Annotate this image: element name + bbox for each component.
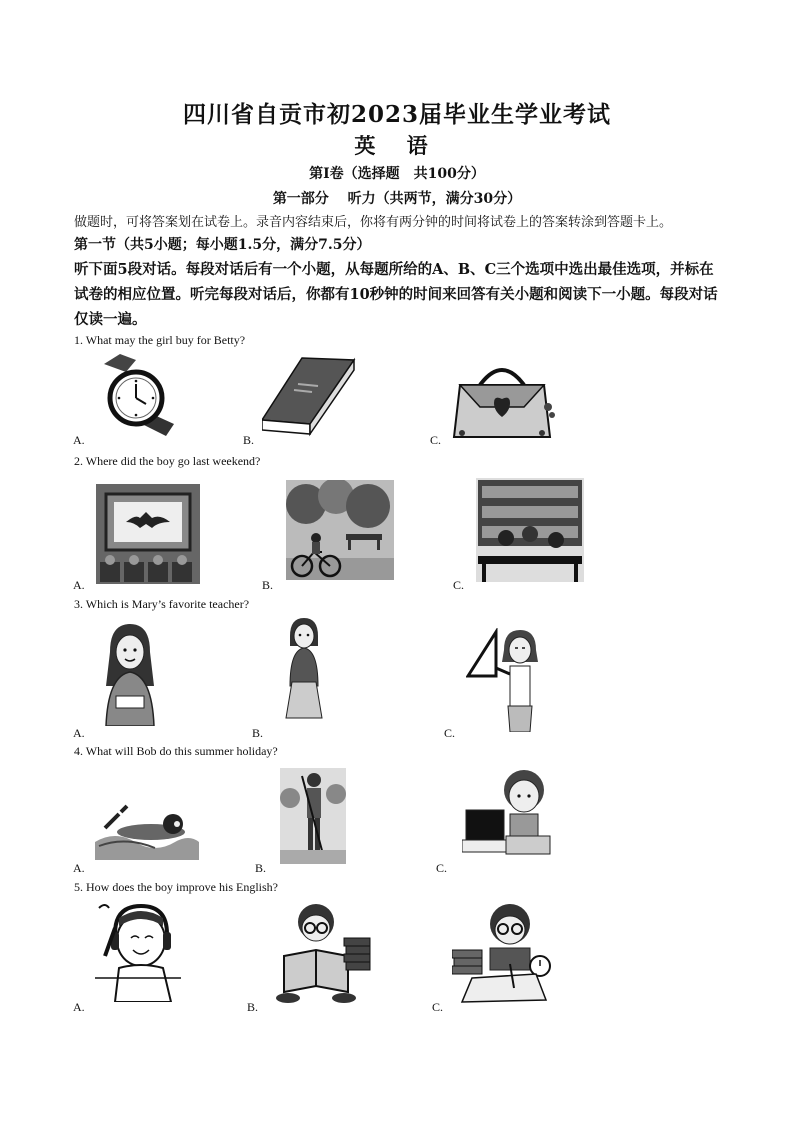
q2-option-b[interactable]: B. [262, 578, 274, 592]
question-5: 5. How does the boy improve his English? [74, 880, 278, 894]
cinema-icon [96, 484, 200, 584]
q3-option-b[interactable]: B. [252, 726, 264, 740]
q3-option-a[interactable]: A. [73, 726, 85, 740]
listening-icon [95, 898, 181, 1002]
volume-heading: 第Ⅰ卷（选择题 共100分） [309, 166, 485, 182]
library-icon [476, 478, 584, 582]
sweeping-icon [280, 768, 346, 864]
q4-option-b[interactable]: B. [255, 861, 267, 875]
instruction-text: 做题时，可将答案划在试卷上。录音内容结束后，你将有两分钟的时间将试卷上的答案转涂到答题卡上。 [74, 215, 673, 230]
teacher-short-hair-icon [282, 616, 326, 722]
handbag-icon [452, 355, 556, 441]
subject-title: 英 语 [354, 133, 440, 158]
teacher-ruler-icon [466, 628, 546, 732]
question-4: 4. What will Bob do this summer holiday? [74, 744, 278, 758]
part-heading: 第一部分 听力（共两节，满分30分） [272, 191, 522, 207]
q5-option-c[interactable]: C. [432, 1000, 444, 1014]
q5-option-a[interactable]: A. [73, 1000, 85, 1014]
q4-option-a[interactable]: A. [73, 861, 85, 875]
writing-icon [452, 904, 556, 1004]
question-3: 3. Which is Mary’s favorite teacher? [74, 597, 250, 611]
question-2: 2. Where did the boy go last weekend? [74, 454, 261, 468]
computer-icon [462, 766, 554, 860]
q3-option-c[interactable]: C. [444, 726, 456, 740]
section-heading: 第一节（共5小题；每小题1.5分，满分7.5分） [74, 237, 371, 253]
q2-option-c[interactable]: C. [453, 578, 465, 592]
question-1: 1. What may the girl buy for Betty? [74, 333, 246, 347]
directions-text: 听下面5段对话。每段对话后有一个小题，从每题所给的A、B、C三个选项中选出最佳选项，并标在试卷的相应位置。听完每段对话后，你都有10秒钟的时间来回答有关小题和阅读下一小题。每段对话仅读一遍。 [74, 261, 718, 328]
swimming-icon [95, 802, 199, 860]
reading-icon [274, 900, 372, 1004]
q1-option-c[interactable]: C. [430, 433, 442, 447]
watch-icon [96, 352, 176, 444]
book-icon [262, 354, 358, 440]
q1-option-b[interactable]: B. [243, 433, 255, 447]
teacher-long-hair-icon [100, 622, 160, 726]
q5-option-b[interactable]: B. [247, 1000, 259, 1014]
q2-option-a[interactable]: A. [73, 578, 85, 592]
q1-option-a[interactable]: A. [73, 433, 85, 447]
q4-option-c[interactable]: C. [436, 861, 448, 875]
exam-title: 四川省自贡市初2023届毕业生学业考试 [182, 101, 611, 128]
park-icon [286, 480, 394, 580]
